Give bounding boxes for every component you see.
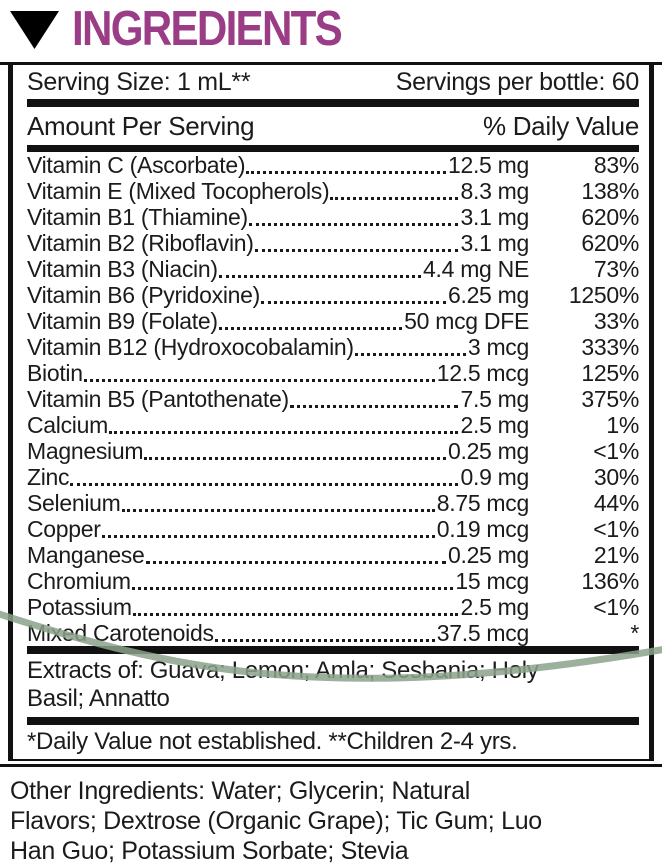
serving-size: Serving Size: 1 mL** — [27, 67, 251, 96]
column-header-row — [27, 107, 639, 145]
nutrient-amount: 0.9 mg — [460, 464, 529, 490]
nutrient-row — [27, 490, 639, 516]
nutrient-daily-value: <1% — [593, 516, 639, 542]
nutrient-daily-value: 620% — [581, 204, 639, 230]
nutrient-row — [27, 568, 639, 594]
nutrient-row — [27, 204, 639, 230]
nutrient-daily-value: 83% — [593, 152, 639, 178]
nutrient-daily-value: 21% — [593, 542, 639, 568]
dot-leader — [146, 561, 446, 564]
nutrient-name: Vitamin B9 (Folate) — [27, 308, 218, 334]
nutrient-name: Vitamin B1 (Thiamine) — [27, 204, 248, 230]
dot-leader — [261, 301, 446, 304]
nutrient-row — [27, 620, 639, 646]
dot-leader — [70, 483, 458, 486]
nutrient-daily-value: * — [630, 620, 639, 646]
nutrient-name: Vitamin B3 (Niacin) — [27, 256, 218, 282]
dot-leader — [219, 327, 402, 330]
nutrient-daily-value: 44% — [593, 490, 639, 516]
nutrient-amount: 15 mcg — [455, 568, 529, 594]
dot-leader — [132, 587, 454, 590]
nutrient-amount: 0.25 mg — [447, 438, 529, 464]
nutrient-daily-value: <1% — [593, 594, 639, 620]
nutrient-amount: 3.1 mg — [460, 204, 529, 230]
separator-bar — [27, 646, 639, 654]
nutrient-amount: 50 mcg DFE — [404, 308, 529, 334]
separator-bar — [27, 145, 639, 152]
footnote-text: *Daily Value not established. **Children 2-4 yrs. — [27, 728, 518, 755]
dot-leader — [215, 639, 435, 642]
nutrient-amount: 8.3 mg — [460, 178, 529, 204]
nutrient-name: Potassium — [27, 594, 132, 620]
nutrient-amount: 0.19 mcg — [436, 516, 529, 542]
nutrient-amount: 2.5 mg — [460, 412, 529, 438]
nutrient-row — [27, 542, 639, 568]
nutrient-row — [27, 594, 639, 620]
nutrient-daily-value: 73% — [593, 256, 639, 282]
dot-leader — [84, 379, 435, 382]
nutrient-name: Manganese — [27, 542, 145, 568]
nutrient-amount: 2.5 mg — [460, 594, 529, 620]
nutrient-name: Vitamin B5 (Pantothenate) — [27, 386, 289, 412]
nutrient-daily-value: 375% — [581, 386, 639, 412]
serving-row — [27, 65, 639, 99]
column-header-daily-value: % Daily Value — [482, 110, 639, 141]
nutrient-name: Biotin — [27, 360, 83, 386]
nutrient-daily-value: 620% — [581, 230, 639, 256]
footnote-row — [27, 725, 639, 759]
dot-leader — [144, 457, 446, 460]
nutrient-daily-value: 1% — [606, 412, 639, 438]
nutrient-name: Vitamin B2 (Riboflavin) — [27, 230, 254, 256]
servings-per-bottle: Servings per bottle: 60 — [395, 67, 639, 96]
nutrient-row — [27, 516, 639, 542]
dot-leader — [255, 249, 459, 252]
nutrient-name: Vitamin B12 (Hydroxocobalamin) — [27, 334, 354, 360]
nutrient-daily-value: <1% — [593, 438, 639, 464]
nutrient-row — [27, 230, 639, 256]
nutrient-name: Vitamin C (Ascorbate) — [27, 152, 246, 178]
nutrient-amount: 37.5 mcg — [436, 620, 529, 646]
nutrient-amount: 7.5 mg — [460, 386, 529, 412]
nutrient-amount: 12.5 mg — [447, 152, 529, 178]
nutrient-daily-value: 125% — [581, 360, 639, 386]
nutrient-amount: 8.75 mcg — [436, 490, 529, 516]
nutrient-name: Vitamin E (Mixed Tocopherols) — [27, 178, 330, 204]
nutrient-amount: 4.4 mg NE — [423, 256, 529, 282]
nutrient-name: Magnesium — [27, 438, 144, 464]
nutrient-name: Mixed Carotenoids — [27, 620, 214, 646]
nutrient-amount: 12.5 mcg — [436, 360, 529, 386]
extracts-block — [27, 654, 639, 717]
nutrient-daily-value: 30% — [593, 464, 639, 490]
column-header-amount: Amount Per Serving — [27, 110, 255, 141]
dot-leader — [122, 509, 435, 512]
nutrient-row — [27, 386, 639, 412]
nutrient-name: Calcium — [27, 412, 108, 438]
nutrient-name: Chromium — [27, 568, 131, 594]
nutrient-amount: 3.1 mg — [460, 230, 529, 256]
dot-leader — [219, 275, 421, 278]
page-title: INGREDIENTS — [72, 2, 342, 56]
nutrient-row — [27, 282, 639, 308]
nutrient-row — [27, 178, 639, 204]
nutrient-amount: 3 mcg — [467, 334, 529, 360]
dot-leader — [133, 613, 459, 616]
ingredients-panel — [8, 65, 654, 761]
nutrient-daily-value: 333% — [581, 334, 639, 360]
nutrient-list — [27, 152, 639, 646]
bottom-rule — [0, 764, 662, 767]
nutrient-daily-value: 136% — [581, 568, 639, 594]
separator-bar — [27, 99, 639, 107]
nutrient-name: Selenium — [27, 490, 121, 516]
nutrient-row — [27, 308, 639, 334]
nutrient-row — [27, 464, 639, 490]
nutrient-row — [27, 360, 639, 386]
dot-leader — [290, 405, 459, 408]
nutrient-amount: 6.25 mg — [447, 282, 529, 308]
nutrient-daily-value: 138% — [581, 178, 639, 204]
separator-bar — [27, 717, 639, 725]
dot-leader — [330, 197, 458, 200]
nutrient-amount: 0.25 mg — [447, 542, 529, 568]
dot-leader — [109, 431, 459, 434]
dot-leader — [249, 223, 459, 226]
nutrient-name: Copper — [27, 516, 101, 542]
down-triangle-icon — [10, 11, 59, 49]
other-ingredients-text: Other Ingredients: Water; Glycerin; Natural Flavors; Dextrose (Organic Grape); Tic Gum; Luo Han Guo; Potassium Sorbate; Stevia — [10, 777, 542, 864]
nutrient-row — [27, 438, 639, 464]
nutrient-row — [27, 152, 639, 178]
nutrient-row — [27, 256, 639, 282]
nutrient-daily-value: 1250% — [568, 282, 639, 308]
nutrient-row — [27, 412, 639, 438]
dot-leader — [355, 353, 466, 356]
nutrient-name: Zinc — [27, 464, 70, 490]
nutrient-row — [27, 334, 639, 360]
label-header — [0, 0, 662, 55]
dot-leader — [246, 171, 446, 174]
nutrient-daily-value: 33% — [593, 308, 639, 334]
nutrient-name: Vitamin B6 (Pyridoxine) — [27, 282, 260, 308]
dot-leader — [102, 535, 435, 538]
extracts-text: Extracts of: Guava; Lemon; Amla; Sesbania; Holy Basil; Annatto — [27, 657, 539, 712]
